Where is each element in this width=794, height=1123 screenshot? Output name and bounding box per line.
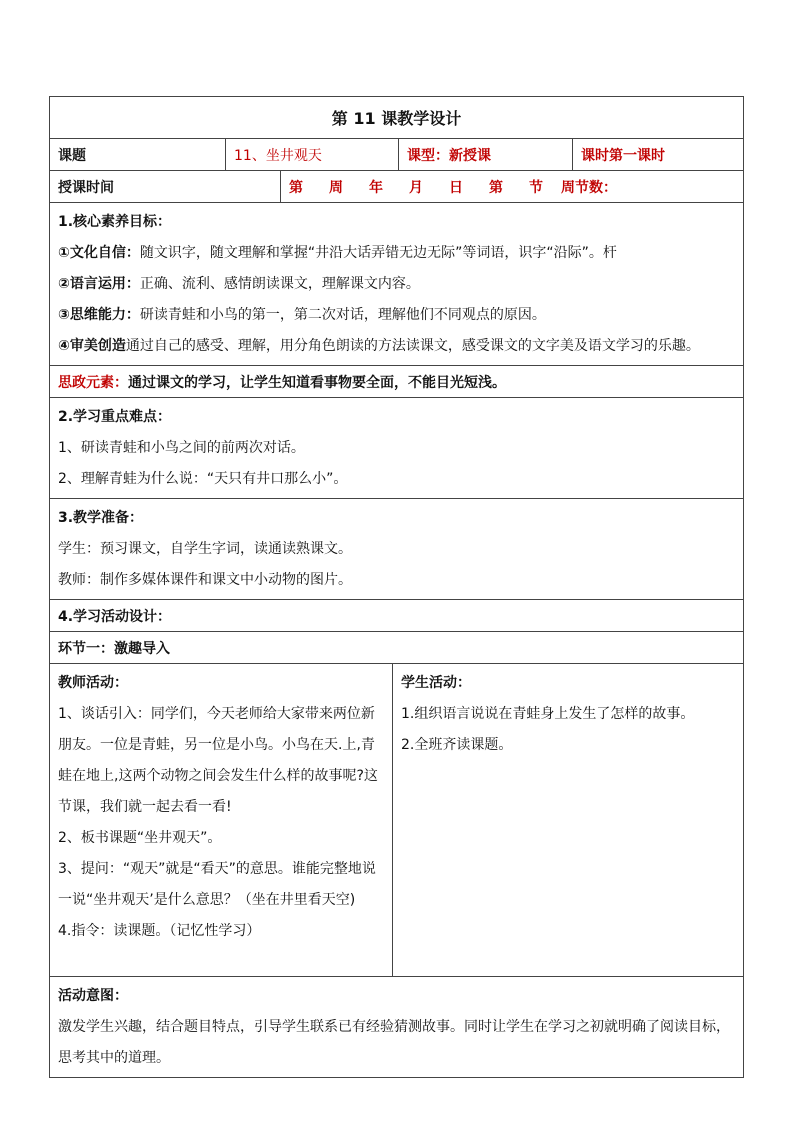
topic-value: 11、坐井观天 [226, 139, 399, 170]
schedule-row [50, 171, 743, 203]
ideology-row [50, 366, 743, 398]
goal-item: ③思维能力：研读青蛙和小鸟的第一，第二次对话，理解他们不同观点的原因。 [58, 307, 546, 323]
schedule-date: 日 [449, 179, 463, 196]
topic-label: 课题 [50, 139, 226, 170]
teacher-activities [50, 664, 393, 976]
schedule-week: 周 [329, 179, 343, 196]
goal-item: ①文化自信：随文识字，随文理解和掌握“井沿大话弄错无边无际”等词语，识字“沿际”。杆 [58, 245, 617, 261]
schedule-day: 第 [289, 179, 303, 196]
student-item: 2.全班齐读课题。 [401, 737, 513, 753]
schedule-year: 年 [369, 179, 383, 196]
schedule-label: 授课时间 [50, 171, 281, 202]
prep-heading: 3.教学准备： [58, 510, 144, 526]
goal-item: ②语言运用：正确、流利、感情朗读课文，理解课文内容。 [58, 276, 420, 292]
prep-item: 学生：预习课文，自学生字词，读通读熟课文。 [58, 541, 352, 557]
goals-section [50, 203, 743, 366]
topic-row [50, 139, 743, 171]
teacher-item: 4.指令：读课题。（记忆性学习） [58, 923, 261, 939]
lesson-period: 课时第一课时 [581, 147, 665, 164]
activity-columns [50, 664, 743, 977]
focus-item: 1、研读青蛙和小鸟之间的前两次对话。 [58, 440, 305, 456]
schedule-count: 周节数： [561, 179, 617, 196]
goals-heading: 1.核心素养目标： [58, 214, 172, 230]
intent-heading: 活动意图： [58, 988, 128, 1004]
activity-design-heading: 4.学习活动设计： [50, 600, 743, 632]
schedule-month: 月 [409, 179, 423, 196]
lesson-type: 课型：新授课 [399, 139, 573, 170]
stage-one-heading: 环节一：激趣导入 [50, 632, 743, 664]
page-title: 第 11 课教学设计 [50, 97, 743, 139]
student-item: 1.组织语言说说在青蛙身上发生了怎样的故事。 [401, 706, 695, 722]
schedule-fields [281, 171, 743, 202]
intent-section [50, 977, 743, 1077]
ideology-text: 通过课文的学习，让学生知道看事物要全面，不能目光短浅。 [128, 374, 506, 391]
teacher-item: 1、谈话引入：同学们，今天老师给大家带来两位新朋友。一位是青蛙，另一位是小鸟。小鸟在天.上,青蛙在地上,这两个动物之间会发生什么样的故事呢?这节课，我们就一起去看一看! [58, 706, 378, 815]
teacher-heading: 教师活动： [58, 675, 128, 691]
intent-text: 激发学生兴趣，结合题目特点，引导学生联系已有经验猜测故事。同时让学生在学习之初就明确了阅读目标，思考其中的道理。 [58, 1019, 730, 1066]
prep-section [50, 499, 743, 600]
goal-item: ④审美创造通过自己的感受、理解，用分角色朗读的方法读课文，感受课文的文字美及语文学习的乐趣。 [58, 338, 700, 354]
teacher-item: 2、板书课题“坐井观天”。 [58, 830, 222, 846]
focus-item: 2、理解青蛙为什么说：“天只有井口那么小”。 [58, 471, 348, 487]
ideology-label: 思政元素： [58, 374, 128, 391]
lesson-plan-table [49, 96, 744, 1078]
schedule-section: 节 [529, 179, 543, 196]
focus-heading: 2.学习重点难点： [58, 409, 172, 425]
student-activities [393, 664, 743, 976]
schedule-session: 第 [489, 179, 503, 196]
focus-section [50, 398, 743, 499]
student-heading: 学生活动： [401, 675, 471, 691]
prep-item: 教师：制作多媒体课件和课文中小动物的图片。 [58, 572, 352, 588]
teacher-item: 3、提问：“观天”就是“看天”的意思。谁能完整地说一说“坐井观天’是什么意思？（坐在井里看天空) [58, 861, 376, 908]
